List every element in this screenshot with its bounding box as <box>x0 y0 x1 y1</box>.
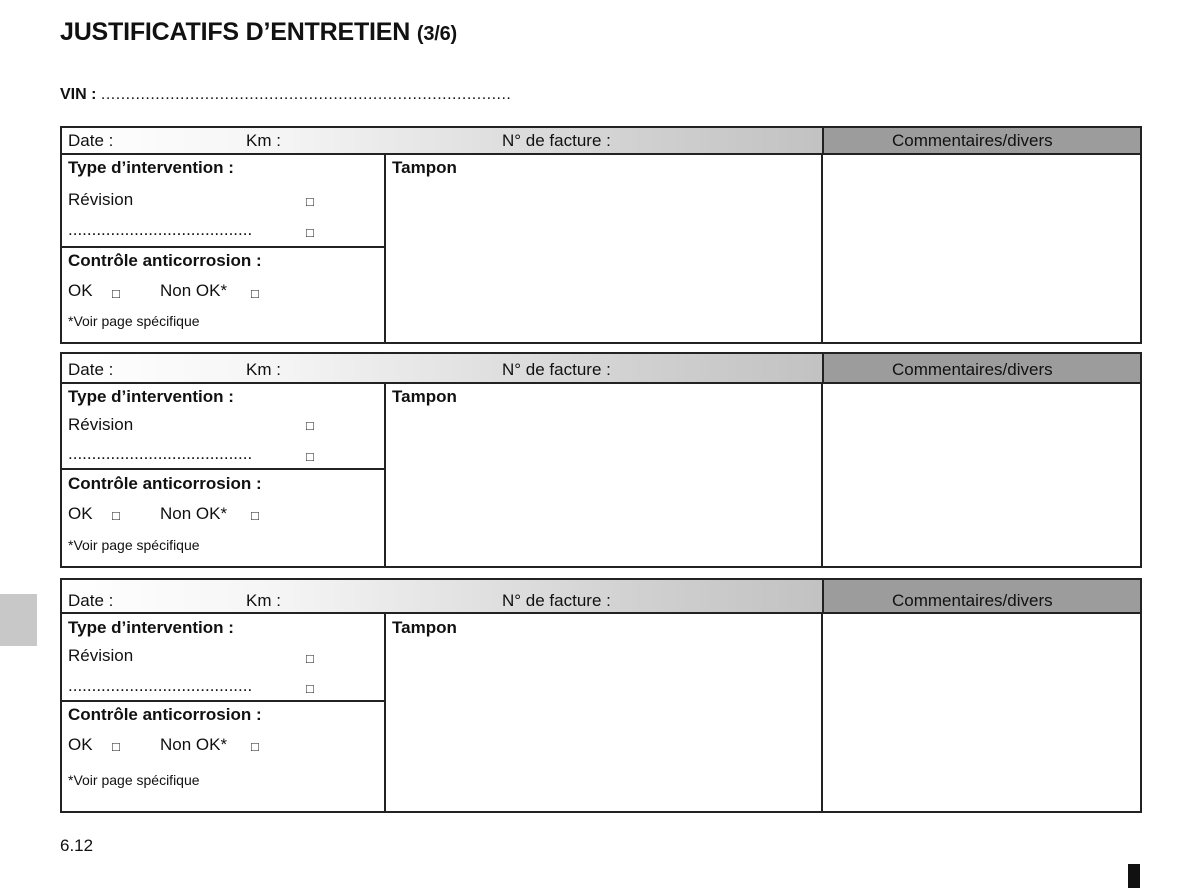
column-divider <box>821 155 823 342</box>
date-label: Date : <box>68 591 114 610</box>
other-intervention-line[interactable]: ....................................... <box>68 220 253 239</box>
corner-bar <box>1128 864 1140 888</box>
intervention-type-label: Type d’intervention : <box>68 158 234 177</box>
non-ok-label: Non OK* <box>160 504 228 523</box>
ok-label: OK <box>68 281 93 300</box>
footnote: *Voir page spécifique <box>68 537 200 553</box>
intervention-type-label: Type d’intervention : <box>68 387 234 406</box>
stamp-label: Tampon <box>392 618 457 637</box>
comments-label: Commentaires/divers <box>892 591 1053 610</box>
other-intervention-checkbox[interactable]: □ <box>306 449 314 464</box>
column-divider <box>384 155 386 342</box>
non-ok-checkbox[interactable]: □ <box>251 286 259 301</box>
column-divider <box>384 384 386 566</box>
ok-label: OK <box>68 504 93 523</box>
km-label: Km : <box>246 591 281 610</box>
stamp-label: Tampon <box>392 158 457 177</box>
invoice-label: N° de facture : <box>502 360 611 379</box>
vin-label: VIN : <box>60 86 97 103</box>
column-divider <box>821 384 823 566</box>
date-label: Date : <box>68 360 114 379</box>
vin-dots: ................................................................................... <box>100 86 512 103</box>
record-header <box>62 128 1140 155</box>
revision-checkbox[interactable]: □ <box>306 194 314 209</box>
page-title <box>60 18 457 47</box>
row-divider <box>62 246 386 248</box>
section-tab-marker <box>0 594 37 646</box>
revision-label: Révision <box>68 190 134 209</box>
ok-checkbox[interactable]: □ <box>112 508 120 523</box>
footnote: *Voir page spécifique <box>68 772 200 788</box>
ok-checkbox[interactable]: □ <box>112 739 120 754</box>
row-divider <box>62 700 386 702</box>
non-ok-checkbox[interactable]: □ <box>251 739 259 754</box>
vin-field <box>60 86 511 104</box>
page-number: 6.12 <box>60 836 94 855</box>
invoice-label: N° de facture : <box>502 131 611 150</box>
other-intervention-checkbox[interactable]: □ <box>306 681 314 696</box>
column-divider <box>821 614 823 811</box>
row-divider <box>62 468 386 470</box>
footnote: *Voir page spécifique <box>68 313 200 329</box>
record-header <box>62 580 1140 614</box>
intervention-type-label: Type d’intervention : <box>68 618 234 637</box>
anticorrosion-label: Contrôle anticorrosion : <box>68 474 262 493</box>
ok-label: OK <box>68 735 93 754</box>
non-ok-checkbox[interactable]: □ <box>251 508 259 523</box>
column-divider <box>384 614 386 811</box>
comments-label: Commentaires/divers <box>892 360 1053 379</box>
record-header <box>62 354 1140 384</box>
comments-label: Commentaires/divers <box>892 131 1053 150</box>
revision-checkbox[interactable]: □ <box>306 651 314 666</box>
maintenance-record-1 <box>60 126 1142 344</box>
ok-checkbox[interactable]: □ <box>112 286 120 301</box>
other-intervention-line[interactable]: ....................................... <box>68 444 253 463</box>
maintenance-record-2 <box>60 352 1142 568</box>
anticorrosion-label: Contrôle anticorrosion : <box>68 251 262 270</box>
non-ok-label: Non OK* <box>160 281 228 300</box>
invoice-label: N° de facture : <box>502 591 611 610</box>
title-main: JUSTIFICATIFS D’ENTRETIEN <box>60 18 411 46</box>
other-intervention-checkbox[interactable]: □ <box>306 225 314 240</box>
km-label: Km : <box>246 131 281 150</box>
non-ok-label: Non OK* <box>160 735 228 754</box>
revision-checkbox[interactable]: □ <box>306 418 314 433</box>
anticorrosion-label: Contrôle anticorrosion : <box>68 705 262 724</box>
other-intervention-line[interactable]: ....................................... <box>68 676 253 695</box>
revision-label: Révision <box>68 415 134 434</box>
revision-label: Révision <box>68 646 134 665</box>
title-sub: (3/6) <box>416 23 457 45</box>
maintenance-record-3 <box>60 578 1142 813</box>
km-label: Km : <box>246 360 281 379</box>
date-label: Date : <box>68 131 114 150</box>
stamp-label: Tampon <box>392 387 457 406</box>
